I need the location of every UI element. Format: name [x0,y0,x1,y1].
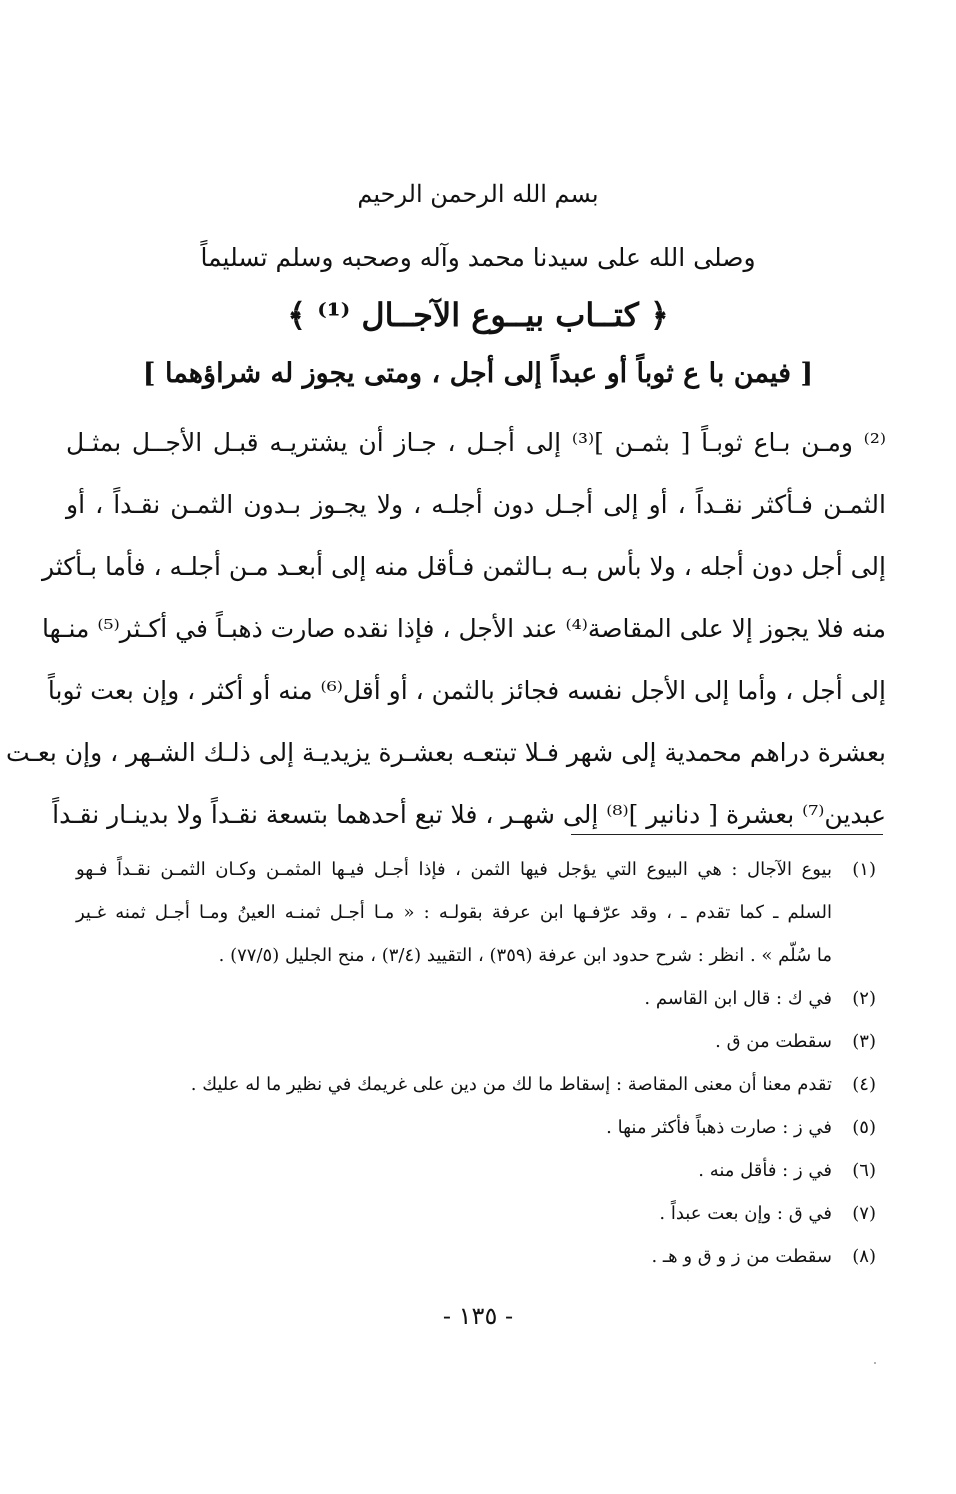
body-line: منه فلا يجوز إلا على المقاصة⁽⁴⁾ عند الأجل ، فإذا نقده صارت ذهبـاً في أكـثر⁽⁵⁾ منـها [42,614,886,643]
footnote [76,848,876,977]
salutation-line: وصلى الله على سيدنا محمد وآله وصحبه وسلم تسليماً [200,243,756,272]
footnote-text [76,1149,832,1192]
page-number: - ١٣٥ - [442,1302,514,1330]
footnote-number: (١) [852,859,876,880]
footnote-divider [571,834,883,835]
footnote-text [76,1020,832,1063]
basmala: بسم الله الرحمن الرحيم [357,180,599,208]
body-line: بعشرة دراهم محمدية إلى شهر فـلا تبتعـه بعشـرة يزيديـة إلى ذلـك الشـهر ، وإن بعـت [5,738,886,767]
footnote-number: (٣) [852,1031,876,1052]
body-line: إلى أجل ، وأما إلى الأجل نفسه فجائز بالثمن ، أو أقل⁽⁶⁾ منه أو أكثر ، وإن بعت ثوباً [47,676,886,705]
footnote-number: (٦) [852,1160,876,1181]
footnote [76,1063,876,1106]
footnote-text [76,848,832,977]
footnote [76,1192,876,1235]
footnote-line: في ك : قال ابن القاسم . [644,988,832,1009]
body-line: عبدين⁽⁷⁾ بعشرة [ دنانير ]⁽⁸⁾ إلى شهـر ، فلا تبع أحدهما بتسعة نقـداً ولا بدينـار نقـداً [52,800,886,829]
footnote-line: السلم ـ كما تقدم ـ ، وقد عرّفـها ابن عرفة بقولـه : « مـا أجـل ثمنـه العينُ ومـا أجـل ثمنه غـير [76,902,833,923]
footnote-line: سقطت من ق . [715,1031,832,1052]
footnote-text [76,1235,832,1278]
footnote-number: (٨) [852,1246,876,1267]
body-line: الثمـن فـأكثر نقـداً ، أو إلى أجـل دون أجلـه ، ولا يجـوز بـدون الثمـن نقـداً ، أو [66,490,886,519]
footnote-number: (٥) [852,1117,876,1138]
footnote-text [76,1192,832,1235]
footnote [76,1020,876,1063]
footnote-line: سقطت من ز و ق و هـ . [651,1246,832,1267]
footnote [76,977,876,1020]
footnote-line: في ق : وإن بعت عبداً . [659,1203,832,1224]
main-text [5,412,886,846]
scan-speck [874,1362,876,1364]
footnote-text [76,977,832,1020]
footnotes [76,848,876,1278]
footnote-line: في ز : فأقل منه . [698,1160,832,1181]
body-line: ⁽²⁾ ومـن بـاع ثوبـاً [ بثمـن ]⁽³⁾ إلى أجـل ، جـاز أن يشتريـه قبـل الأجــل بمثـل [66,428,886,457]
chapter-title: ﴿ كتــاب بيــوع الآجــال ⁽¹⁾ ﴾ [287,296,669,334]
footnote-number: (٧) [852,1203,876,1224]
section-title: [ فيمن با ع ثوباً أو عبداً إلى أجل ، ومتى يجوز له شراؤهما ] [142,358,814,389]
footnote-number: (٢) [852,988,876,1009]
footnote-line: ما سُلّم » . انظر : شرح حدود ابن عرفة (٣٥٩) ، التقييد (٣/٤) ، منح الجليل (٧٧/٥) . [218,945,832,966]
footnote [76,1106,876,1149]
footnote-line: في ز : صارت ذهباً فأكثر منها . [606,1117,832,1138]
footnote-text [76,1063,832,1106]
footnote-number: (٤) [852,1074,876,1095]
footnote-line: بيوع الآجال : هي البيوع التي يؤجل فيها الثمن ، فإذا أجـل فيـها المثمـن وكـان الثمـن نقـداً فـهو [76,859,832,880]
body-line: إلى أجل دون أجله ، ولا بأس بـه بـالثمن فـأقل منه إلى أبعـد مـن أجلـه ، فأما بـأكثر [41,552,886,581]
footnote [76,1149,876,1192]
footnote [76,1235,876,1278]
footnote-text [76,1106,832,1149]
footnote-line: تقدم معنا أن معنى المقاصة : إسقاط ما لك من دين على غريمك في نظير ما له عليك . [190,1074,832,1095]
